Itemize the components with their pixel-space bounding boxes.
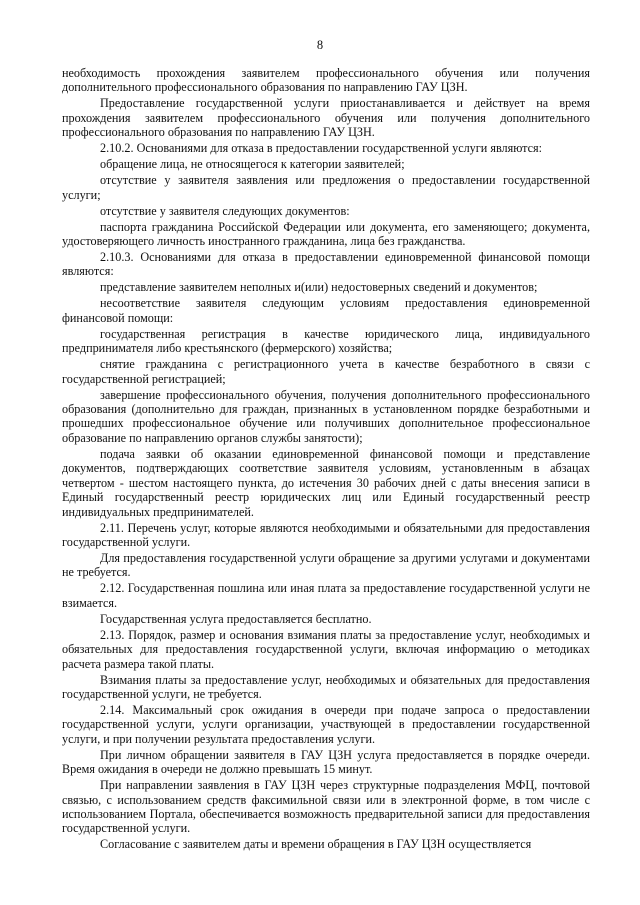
paragraph: При личном обращении заявителя в ГАУ ЦЗН услуга предоставляется в порядке очереди. Время ожидания в очереди не должно превышать 15 минут. xyxy=(62,747,590,777)
paragraph: представление заявителем неполных и(или) недостоверных сведений и документов; xyxy=(100,280,538,295)
paragraph: Взимания платы за предоставление услуг, необходимых и обязательных для предоставления государственной услуги, не требуется. xyxy=(62,672,590,701)
paragraph: отсутствие у заявителя заявления или предложения о предоставлении государственной услуги; xyxy=(62,173,590,202)
paragraph: 2.10.3. Основаниями для отказа в предоставлении единовременной финансовой помощи являются: xyxy=(62,250,590,279)
paragraph: отсутствие у заявителя следующих документов: xyxy=(100,203,350,218)
paragraph: 2.13. Порядок, размер и основания взимания платы за предоставление услуг, необходимых и обязательных для предоставления государственной услуги, включая информацию о методиках расчета размера такой платы. xyxy=(62,627,590,671)
paragraph: паспорта гражданина Российской Федерации или документа, его заменяющего; документа, удостоверяющего личность иностранного гражданина, лица без гражданства. xyxy=(62,219,590,249)
paragraph: необходимость прохождения заявителем профессионального обучения или получения дополнительного профессионального образования по направлению ГАУ ЦЗН. xyxy=(62,66,590,95)
paragraph: При направлении заявления в ГАУ ЦЗН через структурные подразделения МФЦ, почтовой связью, с использованием средств факсимильной связи или в электронной форме, в том числе с использованием Портала, обеспечивается возможность предварительной записи для предоставления государственной услуги. xyxy=(62,778,590,836)
paragraph: снятие гражданина с регистрационного учета в качестве безработного в связи с государственной регистрацией; xyxy=(62,357,590,386)
paragraph: несоответствие заявителя следующим условиям предоставления единовременной финансовой помощи: xyxy=(62,296,590,325)
paragraph: обращение лица, не относящегося к категории заявителей; xyxy=(100,157,405,172)
paragraph: 2.11. Перечень услуг, которые являются необходимыми и обязательными для предоставления государственной услуги. xyxy=(62,520,590,549)
paragraph: 2.10.2. Основаниями для отказа в предоставлении государственной услуги являются: xyxy=(100,141,543,156)
paragraph: государственная регистрация в качестве юридического лица, индивидуального предпринимателя либо крестьянского (фермерского) хозяйства; xyxy=(62,326,590,356)
paragraph: Согласование с заявителем даты и времени обращения в ГАУ ЦЗН осуществляется xyxy=(100,837,532,852)
document-body xyxy=(62,66,590,853)
paragraph: 2.12. Государственная пошлина или иная плата за предоставление государственной услуги не взимается. xyxy=(62,581,590,610)
paragraph: подача заявки об оказании единовременной финансовой помощи и представление документов, подтверждающих соответствие заявителя условиям, установленным в абзацах четвертом - шестом настоящего пункта, до истечения 30 рабочих дней с даты внесения записи в Единый государственный реестр юридических лиц или Единый государственный реестр индивидуальных предпринимателей. xyxy=(62,446,590,519)
paragraph: Для предоставления государственной услуги обращение за другими услугами и документами не требуется. xyxy=(62,550,590,580)
paragraph: Государственная услуга предоставляется бесплатно. xyxy=(100,611,372,626)
paragraph: Предоставление государственной услуги приостанавливается и действует на время прохождения заявителем профессионального обучения или получения дополнительного профессионального образования по направлению ГАУ ЦЗН. xyxy=(62,96,590,140)
paragraph: завершение профессионального обучения, получения дополнительного профессионального образования (дополнительно для граждан, признанных в установленном порядке безработными и прошедших профессиональное обучение или получивших дополнительное профессиональное образование по направлению органов службы занятости); xyxy=(62,387,590,445)
page-number: 8 xyxy=(316,38,324,52)
paragraph: 2.14. Максимальный срок ожидания в очереди при подаче запроса о предоставлении государственной услуги, услуги организации, участвующей в предоставлении государственной услуги, и при получении результата предоставления услуги. xyxy=(62,702,590,746)
